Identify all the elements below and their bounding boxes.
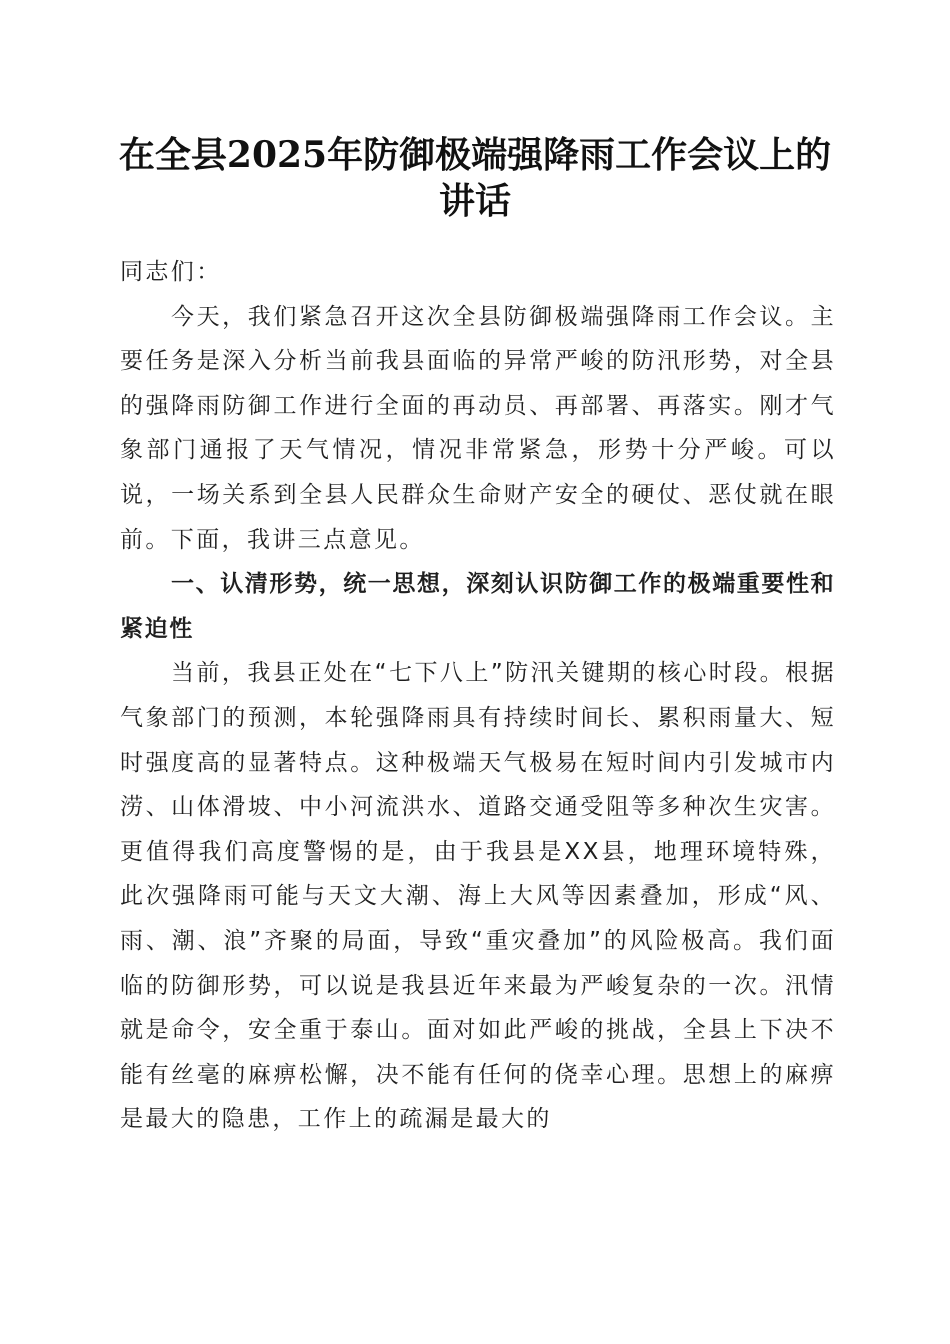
salutation: 同志们： xyxy=(120,259,222,285)
document-title xyxy=(100,132,850,224)
paragraph-opening: 今天，我们紧急召开这次全县防御极端强降雨工作会议。主要任务是深入分析当前我县面临的异常严峻的防汛形势，对全县的强降雨防御工作进行全面的再动员、再部署、再落实。刚才气象部门通报了天气情况，情况非常紧急，形势十分严峻。可以说，一场关系到全县人民群众生命财产安全的硬仗、恶仗就在眼前。下面，我讲三点意见。 xyxy=(120,303,836,553)
section-heading-1: 一、认清形势，统一思想，深刻认识防御工作的极端重要性和紧迫性 xyxy=(120,571,836,642)
title-line-1: 在全县2025年防御极端强降雨工作会议上的 xyxy=(118,134,832,176)
paragraph-situation: 当前，我县正处在“七下八上”防汛关键期的核心时段。根据气象部门的预测，本轮强降雨具有持续时间长、累积雨量大、短时强度高的显著特点。这种极端天气极易在短时间内引发城市内涝、山体滑坡、中小河流洪水、道路交通受阻等多种次生灾害。更值得我们高度警惕的是，由于我县是XX县，地理环境特殊，此次强降雨可能与天文大潮、海上大风等因素叠加，形成“风、雨、潮、浪”齐聚的局面，导致“重灾叠加”的风险极高。我们面临的防御形势，可以说是我县近年来最为严峻复杂的一次。汛情就是命令，安全重于泰山。面对如此严峻的挑战，全县上下决不能有丝毫的麻痹松懈，决不能有任何的侥幸心理。思想上的麻痹是最大的隐患，工作上的疏漏是最大的 xyxy=(120,660,836,1133)
document-body xyxy=(120,250,836,1142)
title-line-2: 讲话 xyxy=(438,180,511,222)
